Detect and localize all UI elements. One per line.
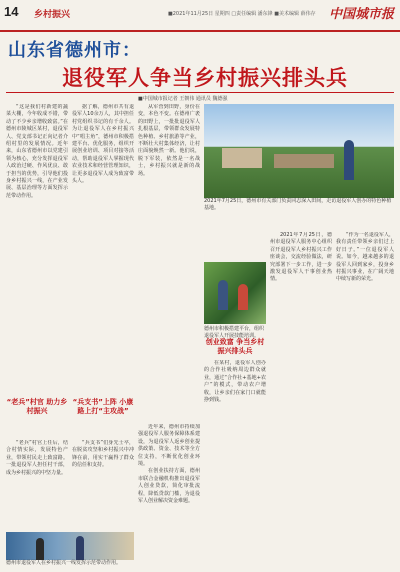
paragraph: 在某村，退役军人创办的合作社吸纳周边群众就业，通过“合作社+基地+农户”的模式，带动农户增收，让乡亲们在家门口就能挣到钱。 [204,360,266,404]
page-header [0,0,400,32]
paragraph: 近年来，德州市持续加强退役军人服务保障体系建设，为退役军人返乡创业提供政策、资金、技术等全方位支持，不断优化创业环境。 [138,424,200,468]
body-column [6,104,68,394]
section-name: 乡村振兴 [34,10,71,20]
paragraph: 在创业扶持方面，德州市联合金融机构推出退役军人创业贷款，简化审批流程，降低贷款门槛，为退役军人创业解决资金难题。 [138,468,200,505]
photo-roofs [274,154,334,168]
paragraph: “作为一名退役军人，我有责任带领乡亲们过上好日子。”一位退役军人说。如今，越来越多的退役军人回到家乡，投身乡村振兴事业，在广阔天地中续写新的荣光。 [336,232,394,283]
photo-caption: 2021年7月25日，德州市有关部门负责同志深入田间，走访退役军人创办的特色种植基地。 [204,198,392,211]
body-column [72,104,134,394]
photo-field-visit [204,104,394,198]
body-column [138,104,200,394]
subheading: “老兵”村官 助力乡村振兴 [6,398,68,415]
paragraph: “老兵”村官上任后，结合村情实际，发展特色产业，带领村民走上致富路。一批退役军人担任村干部，成为乡村振兴的中坚力量。 [6,440,68,476]
subheading: “兵支书”上阵 小康路上打“主攻战” [72,398,134,415]
photo-caption: 德州市积极搭建平台，组织退役军人开展技能培训。 [204,326,265,339]
paragraph: “兵支书”们身先士卒，在脱贫攻坚和乡村振兴中冲锋在前，用实干赢得了群众的信任和支持。 [72,440,134,469]
photo-caption: 德州市退役军人在乡村振兴一线发挥示范带动作用。 [6,560,122,566]
masthead: 中国城市报 [328,7,394,22]
body-column [336,232,394,564]
body-column [6,440,68,528]
photo-person [344,140,354,180]
article-headline: 退役军人争当乡村振兴排头兵 [62,65,348,90]
photo-person [36,538,44,560]
body-column [204,360,266,564]
body-column [72,440,134,528]
page-number: 14 [4,4,19,19]
byline: ■中国城市报记者 王朝伟 通讯员 魏德强 [138,96,228,102]
body-column [270,232,332,564]
photo-building [222,148,262,168]
paragraph: 2021年7月25日，德州市退役军人服务中心组织召开退役军人乡村振兴工作座谈会，交流经验做法，研究部署下一步工作，进一步激发退役军人干事创业热情。 [270,232,332,283]
paragraph: 据了解，德州市共有退役军人10余万人，其中担任村党组织书记的有千余人。为让退役军人在乡村振兴中“唱主角”，德州市积极搭建平台、优化服务，组织开展创业培训、项目对接等活动，帮助退役军人掌握现代农业技术和经营管理知识，让更多退役军人成为致富带头人。 [72,104,134,185]
headline-rule [6,92,394,93]
subheading: 创业致富 争当乡村振兴排头兵 [205,338,265,355]
photo-veterans [6,532,134,560]
paragraph: 从军营到田野，身份在变，本色不变。在德州广袤的田野上，一批批退役军人扎根基层，带领群众发展特色种植、乡村旅游等产业，不断壮大村集体经济，让村庄面貌焕然一新。他们说，脱下军装，依然是一名战士，乡村振兴就是新的战场。 [138,104,200,177]
photo-person [218,280,228,310]
paragraph: “这是我们村新建的蔬菜大棚，今年收成不错，带动了不少乡亲增收致富。”在德州市陵城区某村，退役军人、党支部书记正向记者介绍村里的发展情况。近年来，山东省德州市以党建引领为核心，充分发挥退役军人政治过硬、作风优良、敢于担当的优势，引导他们投身乡村振兴一线，在产业发展、基层治理等方面发挥示范带动作用。 [6,104,68,199]
photo-training [204,262,266,324]
dateline: ■2021年11月25日 星期四 □责任编辑 潘东锋 ■美术编辑 薛伟存 [168,11,316,17]
photo-person [238,284,248,310]
photo-person [76,536,84,560]
body-column [138,424,200,564]
article-kicker: 山东省德州市： [8,40,141,61]
